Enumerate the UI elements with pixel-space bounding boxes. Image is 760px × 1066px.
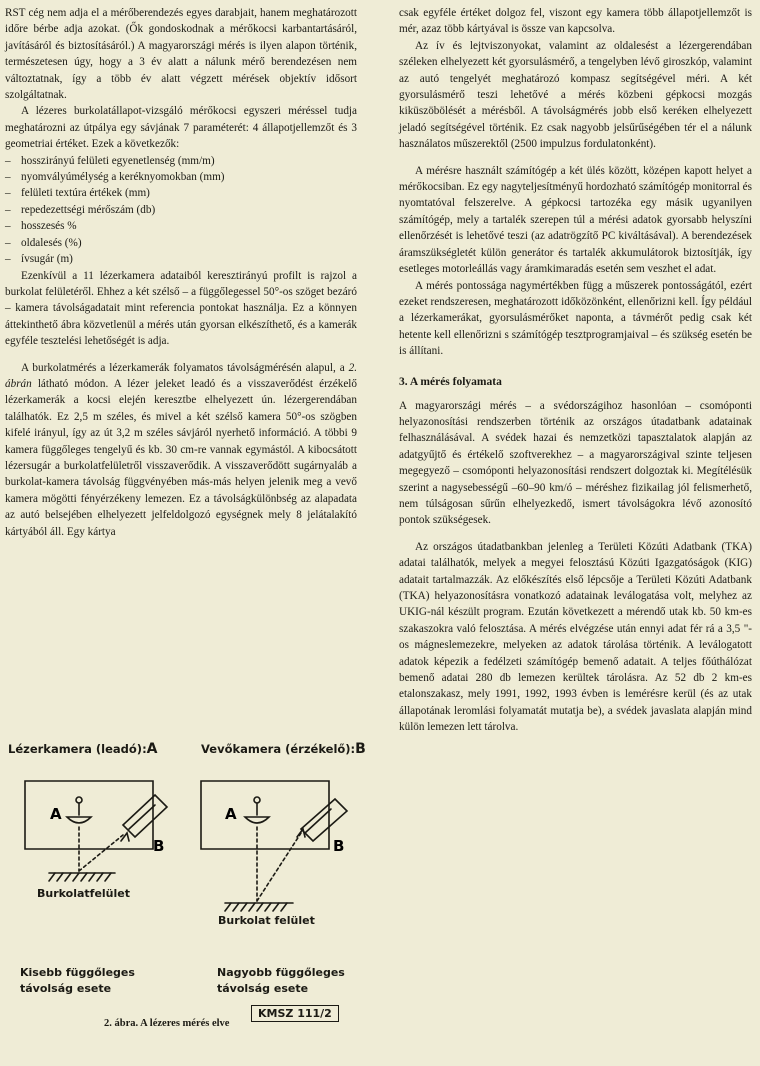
figure-laser-principle (5, 737, 366, 1037)
paragraph-card-continuation: csak egyféle értéket dolgoz fel, viszont egy kamera több állapotjellemzőt is mér, azaz több kártyával is össze van kapcsolva. (399, 7, 752, 36)
list-item: – hosszirányú felületi egyenetlenség (mm/m) (5, 153, 357, 169)
list-item: – nyomvályúmélység a keréknyomokban (mm) (5, 169, 357, 185)
list-item: – felületi textúra értékek (mm) (5, 185, 357, 201)
paragraph-laser-measurement: A burkolatmérés a lézerkamerák folyamatos távolságmérésén alapul, a 2. ábrán látható módon. A lézer jeleket leadó és a visszaverődést érzékelő lézerkamerák a kocsi elején keresztbe elhelyezett ún. lézergerendában találhatók. Ez 2,5 m széles, és mivel a két szélső kamera 50°-os szögben kifelé irányul, így az út 3,2 m széles sávjáról nyerhető információ. A többi 9 kamera függőleges tengelyű és kb. 30 cm-re vannak egymástól. A kibocsátott lézersugár a burkolatfelületről visszaverődik. A visszaverődött sugárnyaláb a burkolat-kamera távolság függvényében más-más helyen jelenik meg a vevő kamera mögötti fényérzékeny lemezen. Ez a távolságkülönbség az alapadata az autó belsejében elhelyezett jelfeldolgozó egységnek mely 8 jelátalakító kártyából áll. Egy kártya (5, 361, 357, 538)
caption-smaller-distance: Kisebb függőleges távolság esete (20, 966, 135, 995)
paragraph-node-system: A magyarországi mérés – a svédországihoz hasonlóan – csomóponti helyazonosítási rendszerben történik az országos útadatbank adatainak felhasználásával. A svédek hazai és nemzetközi tapasztalatok alapján az adatgyűjtő és értékelő szoftverekhez – a magyarországival szinte teljesen megegyező – csomóponti helyazonosítási rendszert dolgoztak ki. Megítélésük szerint a nagysebességű –60–90 km/ó – méréshez fizikailag jól felismerhető, nem túlságosan sűrűn elhelyezkedő, ismert távolságokra lévő azonosító pontok szükségesek. (399, 399, 752, 527)
paragraph-parameters-intro: A lézeres burkolatállapot-vizsgáló mérőkocsi egyszeri méréssel tudja meghatározni az útpálya egy sávjának 7 paraméterét: 4 állapotjellemzőt és 3 geometriai értéket. Ezek a következők: (5, 105, 357, 151)
section-heading: 3. A mérés folyamata (399, 375, 502, 388)
paragraph-road-databank: Az országos útadatbankban jelenleg a Területi Közúti Adatbank (TKA) adatai találhatók, melyek a megyei felosztású Közúti Igazgatóságok (KIG) adatait tartalmazzák. Az előkészítés első lépcsője a Területi Közúti Adatbank (TKA) helyazonosításra vonatkozó adatainak leválogatása volt, melyhez az UKIG-nál készült program. Ezután következett a mérendő utak kb. 50 km-es szakaszokra való felosztása. A mérés elvégzése után ennyi adat fér rá a 3,5 "-os mágneslemezekre, melyeken az adatok tárolása történik. A leválogatott adatok képezik a fedélzeti számítógép bemenő adatait. A teljes főúthálózat bemenő adatai 280 db lemezen kerültek tárolásra. Az 52 db 2 km-es etalonszakasz, mely 1991, 1992, 1993 évben is lemérésre kerül (és az utak állapotának leromlási folyamatát mutatja be), a svédek javaslata alapján mind külön lemezen lett tárolva. (399, 540, 752, 734)
figure-caption: 2. ábra. A lézeres mérés elve (104, 1018, 230, 1029)
letter-b-right: B (333, 837, 345, 855)
letter-b-left: B (153, 837, 165, 855)
paragraph-accuracy: A mérés pontossága nagymértékben függ a műszerek pontosságától, ezért ezeket rendszeresen, meghatározott időközönként, ellenőrizni kell. Így például a lézerkamerákat, gyorsulásmérőket naponta, a távmérőt pedig csak két hetente kell ellenőrizni s számítógép tesztprogramjaival – és szükség esetén be is állítani. (399, 279, 752, 358)
letter-a-right: A (225, 805, 237, 823)
list-item: – hosszesés % (5, 218, 357, 234)
paragraph-cross-profile: Ezenkívül a 11 lézerkamera adataiból keresztirányú profilt is rajzol a burkolat felületéről. Ehhez a két szélső – a függőlegessel 50°-os szöget bezáró – kamera távolságadatait mint referencia pontokat használja. Ez a könnyen áttekinthető ábra közvetlenül a mérés után gyorsan elkészíthető, és a kamerák egyféle tesztelési lehetőségét is adja. (5, 269, 357, 348)
paragraph-computer: A mérésre használt számítógép a két ülés között, középen kapott helyet a mérőkocsiban. Ez egy nagyteljesítményű hordozható számítógép monitorral és nyomtatóval felszerelve. A gépkocsi tartozéka egy másik ugyanilyen számítógép, mely a tartalék szerepen túl a mérési adatok gyorsabb helyszíni ellenőrzését is lehetővé teszi (az adatrögzítő PC kiváltásával). A berendezések áramszükségletét külön generátor és tartalék akkumulátorok biztosítják, így esetleges motorleállás vagy áramkimaradás esetén sem veszhet el adat. (399, 164, 752, 276)
receiver-camera-right (301, 799, 347, 841)
label-surface-right: Burkolat felület (218, 914, 315, 927)
paragraph-rst-rental: RST cég nem adja el a mérőberendezés egyes darabjait, hanem meghatározott időre bérbe adja azokat. (Ők gondoskodnak a mérőkocsi karbantartásáról, javításáról és biztosításáról.) A magyarországi mérés is ilyen alapon történik, természetesen úgy, hogy a 3 év alatt a nálunk mérő berendezésen nem változtatnak, így a több év alatt végzett mérések objektív idősort szolgáltatnak. (5, 7, 357, 102)
caption-larger-distance: Nagyobb függőleges távolság esete (217, 966, 345, 995)
right-column (399, 5, 752, 736)
paragraph-accelerometers: Az ív és lejtviszonyokat, valamint az oldalesést a lézergerendában széleken elhelyezett két gyorsulásmérő, a tengelyben lévő giroszkóp, valamint az autó tengelyét meghatározó kompasz segítségével méri. A két gyorsulásmérő teszi lehetővé a mérés közbeni gépkocsi mozgás kiküszöbölését a mérésből. A távolságmérés jobb első keréken elhelyezett jeladó segítségével történik. Ez csak nagyobb jelsűrűségében tér el a nálunk használatos műszerektől (2500 impulzus fordulatonként). (399, 39, 752, 151)
figure-code-box: KMSZ 111/2 (251, 1005, 339, 1022)
list-item: – ívsugár (m) (5, 251, 357, 267)
label-surface-left: Burkolatfelület (37, 887, 131, 900)
list-item: – repedezettségi mérőszám (db) (5, 202, 357, 218)
label-receiver-camera: Vevőkamera (érzékelő):B (201, 741, 366, 757)
figure-reference: 2. ábrán (5, 361, 357, 390)
letter-a-left: A (50, 805, 62, 823)
laser-emitter-right (245, 817, 269, 823)
list-item: – oldalesés (%) (5, 235, 357, 251)
left-column (5, 5, 357, 540)
receiver-camera-left (123, 795, 167, 837)
parameter-list (5, 153, 357, 268)
laser-emitter-left (67, 817, 91, 823)
label-laser-camera: Lézerkamera (leadó):A (8, 741, 158, 757)
